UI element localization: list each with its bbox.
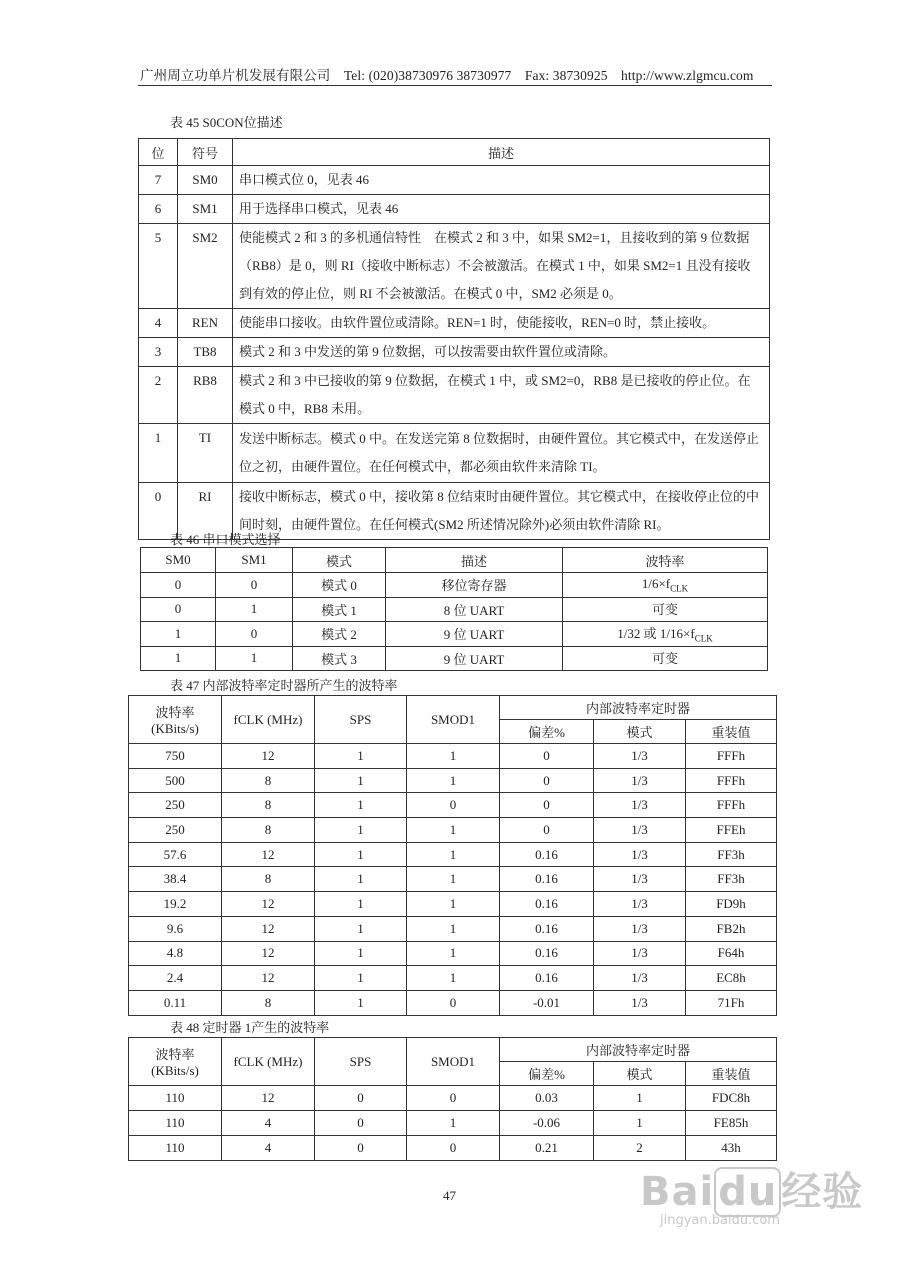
table-47-caption: 表 47 内部波特率定时器所产生的波特率 [170, 678, 398, 693]
header-row [129, 696, 777, 720]
header-row [129, 1038, 777, 1062]
cell: 0 [315, 1086, 407, 1111]
cell: 1 [315, 793, 407, 818]
cell: 1 [315, 867, 407, 892]
table-45-caption: 表 45 S0CON位描述 [170, 115, 283, 130]
table-row [129, 867, 777, 892]
symbol-cell: TI [178, 424, 233, 483]
cell: 43h [686, 1136, 777, 1161]
description-cell: 模式 2 和 3 中已接收的第 9 位数据，在模式 1 中，或 SM2=0，RB8 是已接收的停止位。在模式 0 中，RB8 未用。 [233, 367, 770, 424]
cell: 110 [129, 1111, 222, 1136]
table-row [129, 916, 777, 941]
cell: 1 [315, 941, 407, 966]
cell: 0.16 [500, 842, 594, 867]
cell: 12 [222, 892, 315, 917]
cell: 1 [407, 941, 500, 966]
table-row [141, 622, 768, 647]
cell: 0.16 [500, 941, 594, 966]
table-row [141, 646, 768, 671]
table-row [129, 793, 777, 818]
header-cell: 模式 [594, 720, 686, 744]
table-row [129, 941, 777, 966]
header-cell: 模式 [293, 548, 386, 573]
description-cell: 使能模式 2 和 3 的多机通信特性 在模式 2 和 3 中，如果 SM2=1，且接收到的第 9 位数据（RB8）是 0，则 RI（接收中断标志）不会被激活。在模式 1 中，如果 SM2=1 且没有接收到有效的停止位，则 RI 不会被激活。在模式 0 中，SM2 必须是 0。 [233, 224, 770, 309]
cell: 1 [594, 1086, 686, 1111]
bit-cell: 2 [139, 367, 178, 424]
header-cell: 重装值 [686, 1062, 777, 1086]
cell: FFFh [686, 793, 777, 818]
header-cell: 偏差% [500, 720, 594, 744]
cell: 1 [315, 966, 407, 991]
cell: 0.16 [500, 916, 594, 941]
header-cell: 波特率 [563, 548, 768, 573]
cell: 0.16 [500, 966, 594, 991]
cell: 1/3 [594, 842, 686, 867]
cell: 0.16 [500, 892, 594, 917]
cell: FFFh [686, 744, 777, 769]
header-tel: Tel: (020)38730976 38730977 [343, 68, 512, 83]
table-row [129, 1136, 777, 1161]
cell: 500 [129, 768, 222, 793]
cell: 12 [222, 1086, 315, 1111]
table-47 [128, 695, 777, 1016]
baud-value: 1/6×f [641, 575, 671, 591]
cell: FDC8h [686, 1086, 777, 1111]
description-cell: 接收中断标志，模式 0 中，接收第 8 位结束时由硬件置位。其它模式中，在接收停止位的中间时刻，由硬件置位。在任何模式(SM2 所述情况除外)必须由软件清除 RI。 [233, 483, 770, 540]
cell: 模式 1 [293, 597, 386, 622]
bit-cell: 0 [139, 483, 178, 540]
header-cell: 描述 [386, 548, 563, 573]
header-cell: SMOD1 [407, 1038, 500, 1086]
cell: 1 [594, 1111, 686, 1136]
cell: 0 [141, 597, 216, 622]
cell: 1 [315, 842, 407, 867]
cell: 8 [222, 867, 315, 892]
cell: 1 [407, 842, 500, 867]
cell: 8 [222, 768, 315, 793]
cell: EC8h [686, 966, 777, 991]
cell: 1 [407, 892, 500, 917]
header-cell: 偏差% [500, 1062, 594, 1086]
cell: 12 [222, 842, 315, 867]
cell: FF3h [686, 867, 777, 892]
cell: 8 [222, 793, 315, 818]
bit-cell: 7 [139, 166, 178, 195]
cell: 1 [315, 744, 407, 769]
table-row [129, 966, 777, 991]
cell: 250 [129, 818, 222, 843]
bit-cell: 1 [139, 424, 178, 483]
bit-cell: 4 [139, 309, 178, 338]
cell: 750 [129, 744, 222, 769]
table-row [129, 842, 777, 867]
cell: 1/3 [594, 966, 686, 991]
table-row [129, 768, 777, 793]
table-row [139, 338, 770, 367]
cell: -0.06 [500, 1111, 594, 1136]
cell: 2.4 [129, 966, 222, 991]
cell: 71Fh [686, 990, 777, 1015]
baud-value: 可变 [651, 650, 678, 666]
bit-cell: 5 [139, 224, 178, 309]
cell: 12 [222, 916, 315, 941]
cell: 1 [407, 1111, 500, 1136]
cell: 12 [222, 966, 315, 991]
table-row [139, 224, 770, 309]
bit-cell: 3 [139, 338, 178, 367]
cell: F64h [686, 941, 777, 966]
cell: 1 [407, 744, 500, 769]
header-cell: 位 [139, 139, 178, 166]
cell: 12 [222, 941, 315, 966]
cell: FFEh [686, 818, 777, 843]
cell: 12 [222, 744, 315, 769]
cell: 0 [407, 990, 500, 1015]
cell: 110 [129, 1086, 222, 1111]
baud-value: 可变 [651, 601, 678, 617]
table-row [129, 892, 777, 917]
table-48 [128, 1037, 777, 1161]
baud-header: 波特率 [155, 705, 195, 720]
cell: 1/3 [594, 793, 686, 818]
cell: FF3h [686, 842, 777, 867]
cell: 0.11 [129, 990, 222, 1015]
cell: FFFh [686, 768, 777, 793]
cell: 1/3 [594, 768, 686, 793]
cell: 250 [129, 793, 222, 818]
cell: 1/3 [594, 916, 686, 941]
cell: 1 [315, 768, 407, 793]
header-cell: fCLK (MHz) [222, 1038, 315, 1086]
cell: 0 [407, 1086, 500, 1111]
cell: 1 [407, 966, 500, 991]
baud-value: 1/32 或 1/16×f [617, 626, 695, 642]
header-url: http://www.zlgmcu.com [621, 68, 754, 83]
cell: 1 [315, 892, 407, 917]
cell: 移位寄存器 [386, 573, 563, 598]
bit-cell: 6 [139, 195, 178, 224]
description-cell: 使能串口接收。由软件置位或清除。REN=1 时，使能接收，REN=0 时，禁止接收。 [233, 309, 770, 338]
symbol-cell: SM1 [178, 195, 233, 224]
cell: 1 [216, 646, 293, 671]
page-header [140, 64, 772, 84]
cell: 1 [315, 990, 407, 1015]
cell: 1/3 [594, 818, 686, 843]
baud-cell [563, 646, 768, 671]
table-row [141, 573, 768, 598]
table-row [129, 1086, 777, 1111]
table-46-caption: 表 46 串口模式选择 [170, 532, 281, 547]
baud-subscript: CLK [670, 583, 689, 594]
header-cell [129, 1038, 222, 1086]
cell: 0 [216, 622, 293, 647]
cell: 0 [216, 573, 293, 598]
symbol-cell: REN [178, 309, 233, 338]
table-row [129, 818, 777, 843]
cell: 4 [222, 1136, 315, 1161]
cell: 1/3 [594, 744, 686, 769]
cell: 1 [141, 646, 216, 671]
cell: 0 [141, 573, 216, 598]
symbol-cell: TB8 [178, 338, 233, 367]
cell: 模式 3 [293, 646, 386, 671]
cell: 0 [315, 1136, 407, 1161]
table-row [139, 195, 770, 224]
header-cell: SM0 [141, 548, 216, 573]
cell: 1 [407, 916, 500, 941]
table-46 [140, 547, 768, 671]
header-cell: 描述 [233, 139, 770, 166]
table-45 [138, 138, 770, 540]
cell: 19.2 [129, 892, 222, 917]
cell: 4 [222, 1111, 315, 1136]
cell: 1/3 [594, 892, 686, 917]
cell: FD9h [686, 892, 777, 917]
cell: 0.21 [500, 1136, 594, 1161]
header-cell: 符号 [178, 139, 233, 166]
cell: 1 [216, 597, 293, 622]
cell: 0 [500, 744, 594, 769]
header-cell: SMOD1 [407, 696, 500, 744]
description-cell: 模式 2 和 3 中发送的第 9 位数据，可以按需要由软件置位或清除。 [233, 338, 770, 367]
symbol-cell: RI [178, 483, 233, 540]
header-fax: Fax: 38730925 [524, 68, 608, 83]
header-cell: 内部波特率定时器 [500, 1038, 777, 1062]
cell: 4.8 [129, 941, 222, 966]
cell: 2 [594, 1136, 686, 1161]
description-cell: 串口模式位 0，见表 46 [233, 166, 770, 195]
cell: -0.01 [500, 990, 594, 1015]
table-48-caption: 表 48 定时器 1产生的波特率 [170, 1020, 330, 1035]
cell: 1/3 [594, 990, 686, 1015]
cell: 0 [315, 1111, 407, 1136]
baidu-watermark-logo: Bai du 经验 jingyan.baidu.com [640, 1169, 864, 1228]
symbol-cell: SM2 [178, 224, 233, 309]
watermark-url: jingyan.baidu.com [660, 1213, 780, 1228]
cell: 57.6 [129, 842, 222, 867]
description-cell: 发送中断标志。模式 0 中。在发送完第 8 位数据时，由硬件置位。其它模式中，在发送停止位之初，由硬件置位。在任何模式中，都必须由软件来清除 TI。 [233, 424, 770, 483]
table-row [129, 990, 777, 1015]
cell: 模式 0 [293, 573, 386, 598]
description-cell: 用于选择串口模式，见表 46 [233, 195, 770, 224]
table-row [139, 367, 770, 424]
baud-cell [563, 597, 768, 622]
header-cell: 模式 [594, 1062, 686, 1086]
header-cell: SPS [315, 1038, 407, 1086]
cell: 8 [222, 818, 315, 843]
table-row [139, 309, 770, 338]
cell: 0 [407, 1136, 500, 1161]
page-number: 47 [443, 1188, 456, 1203]
header-cell: 内部波特率定时器 [500, 696, 777, 720]
baud-unit-header: (KBits/s) [151, 1063, 199, 1078]
cell: 1 [407, 768, 500, 793]
cell: 1/3 [594, 867, 686, 892]
header-divider [138, 85, 772, 86]
cell: 9 位 UART [386, 622, 563, 647]
cell: 1 [141, 622, 216, 647]
baud-cell [563, 573, 768, 598]
cell: 9 位 UART [386, 646, 563, 671]
baud-unit-header: (KBits/s) [151, 721, 199, 736]
cell: 1 [315, 916, 407, 941]
cell: 0 [500, 793, 594, 818]
baud-header: 波特率 [155, 1047, 195, 1062]
cell: FE85h [686, 1111, 777, 1136]
cell: 0.16 [500, 867, 594, 892]
cell: 9.6 [129, 916, 222, 941]
table-row [139, 166, 770, 195]
table-row [129, 1111, 777, 1136]
cell: 8 [222, 990, 315, 1015]
cell: 38.4 [129, 867, 222, 892]
cell: 1/3 [594, 941, 686, 966]
baud-subscript: CLK [694, 634, 713, 645]
cell: 8 位 UART [386, 597, 563, 622]
table-row [139, 424, 770, 483]
cell: 110 [129, 1136, 222, 1161]
cell: 1 [407, 867, 500, 892]
header-cell: SPS [315, 696, 407, 744]
cell: 模式 2 [293, 622, 386, 647]
cell: 0.03 [500, 1086, 594, 1111]
header-cell: fCLK (MHz) [222, 696, 315, 744]
symbol-cell: SM0 [178, 166, 233, 195]
header-company: 广州周立功单片机发展有限公司 [140, 68, 331, 83]
cell: 0 [500, 768, 594, 793]
header-cell: 重装值 [686, 720, 777, 744]
header-cell [129, 696, 222, 744]
header-cell: SM1 [216, 548, 293, 573]
cell: 1 [315, 818, 407, 843]
table-row [141, 597, 768, 622]
cell: FB2h [686, 916, 777, 941]
symbol-cell: RB8 [178, 367, 233, 424]
cell: 0 [407, 793, 500, 818]
cell: 0 [500, 818, 594, 843]
cell: 1 [407, 818, 500, 843]
baud-cell [563, 622, 768, 647]
table-row [129, 744, 777, 769]
